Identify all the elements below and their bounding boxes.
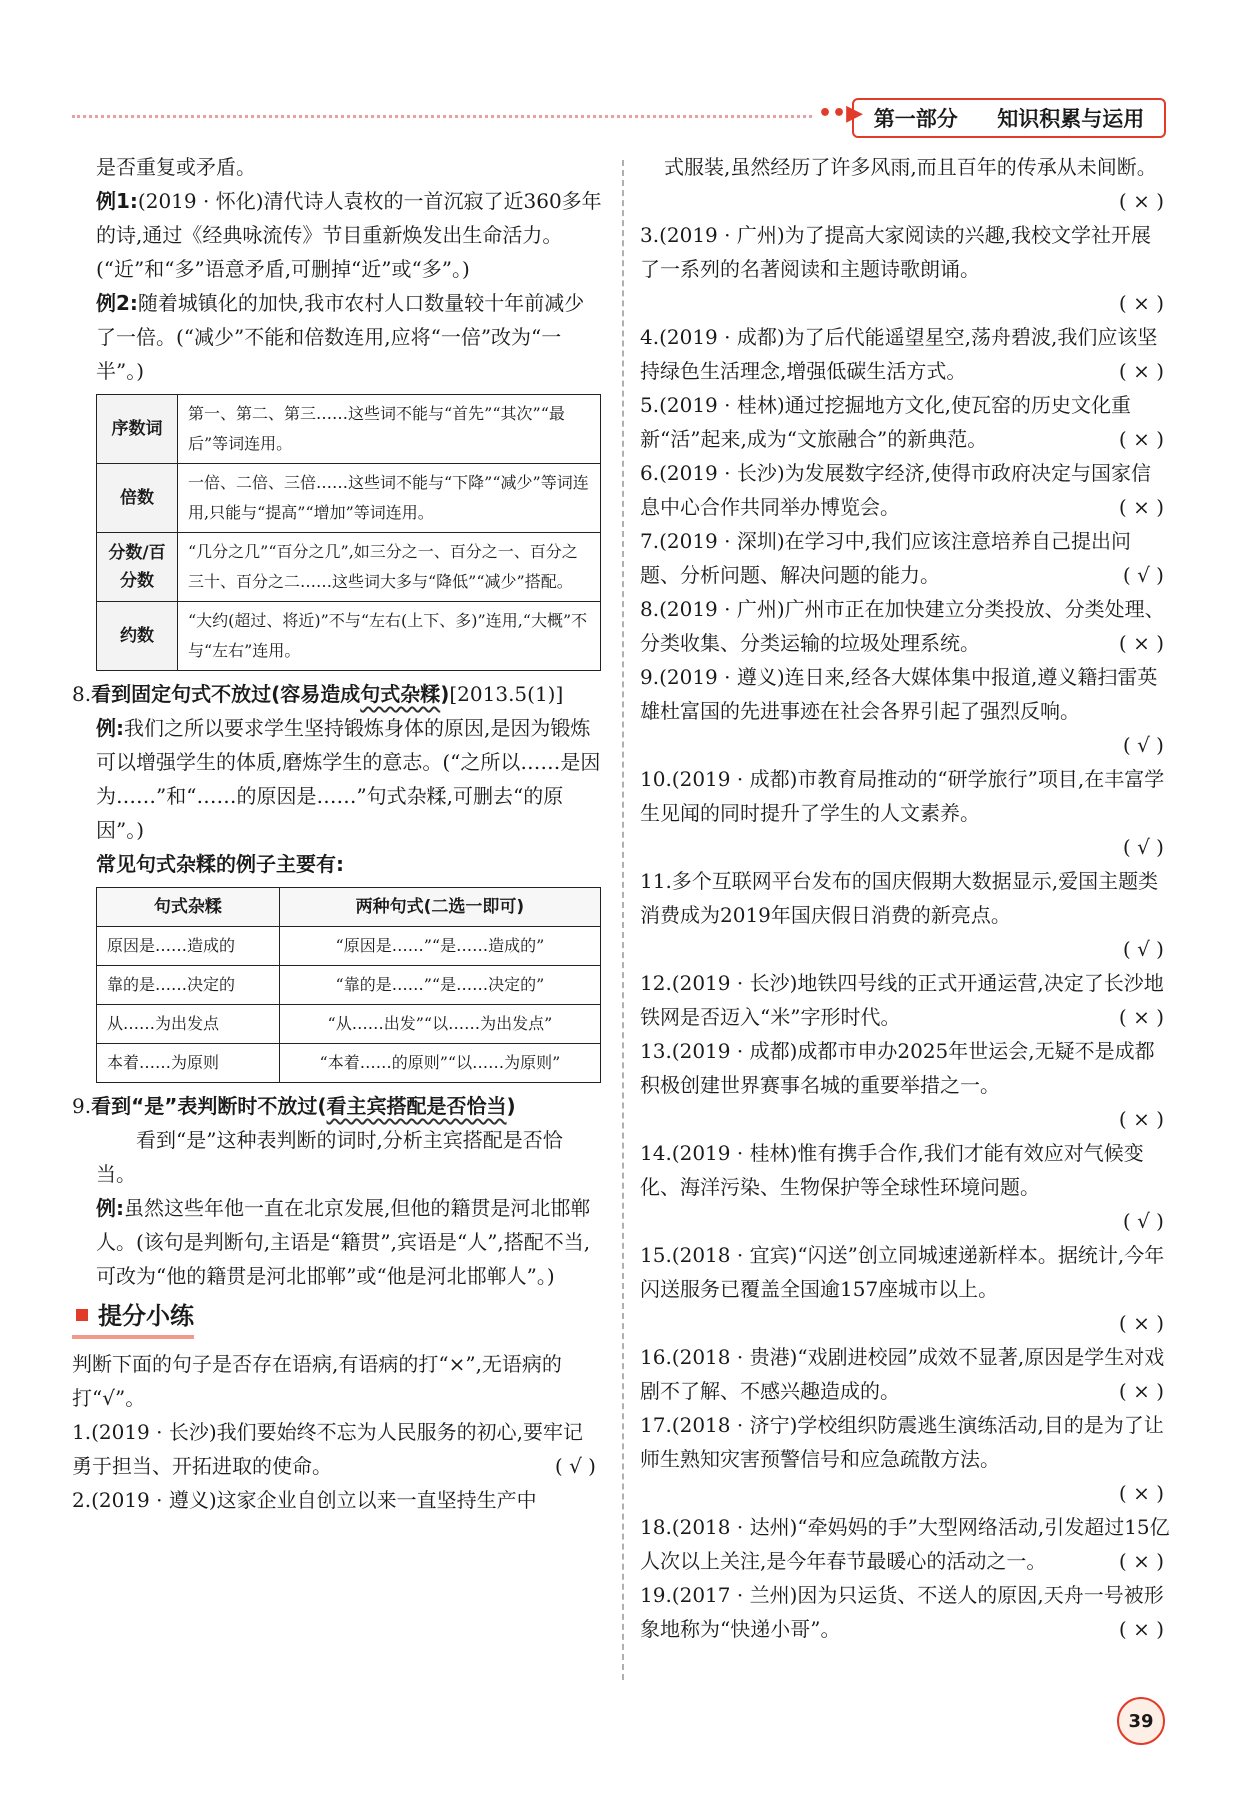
answer-mark: ( × ) (1118, 1311, 1164, 1335)
common-examples-title: 常见句式杂糅的例子主要有: (96, 852, 344, 876)
question-text: 8.(2019 · 广州)广州市正在加快建立分类投放、分类处理、分类收集、分类运输的垃圾处理系统。 (640, 597, 1165, 655)
question-12 (640, 966, 1170, 1034)
table-cell-desc: “大约(超过、将近)”不与“左右(上下、多)”连用,“大概”不与“左右”连用。 (178, 602, 601, 671)
question-8 (640, 592, 1170, 660)
table-cell: “从……出发”“以……为出发点” (279, 1005, 600, 1044)
table-row (97, 395, 601, 464)
section-marker-icon (76, 1309, 88, 1321)
header-part: 第一部分 (873, 107, 958, 131)
answer-mark: ( × ) (1118, 291, 1164, 315)
table-cell-category: 约数 (97, 602, 178, 671)
header-dotted-rule (72, 115, 812, 118)
page-number: 39 (1117, 1697, 1165, 1745)
table-cell: 从……为出发点 (97, 1005, 280, 1044)
table-row (97, 1005, 601, 1044)
column-divider (622, 160, 624, 1680)
question-text: 4.(2019 · 成都)为了后代能遥望星空,荡舟碧波,我们应该坚持绿色生活理念,增强低碳生活方式。 (640, 325, 1158, 383)
point-title: 看到固定句式不放过(容易造成 (91, 682, 361, 706)
question-14: 14.(2019 · 桂林)惟有携手合作,我们才能有效应对气候变化、海洋污染、生物保护等全球性环境问题。 (640, 1141, 1144, 1199)
example-text: 随着城镇化的加快,我市农村人口数量较十年前减少了一倍。(“减少”不能和倍数连用,应将“一倍”改为“一半”。) (96, 291, 585, 383)
table-cell: “本着……的原则”“以……为原则” (279, 1044, 600, 1083)
table-cell: 原因是……造成的 (97, 927, 280, 966)
question-text: 6.(2019 · 长沙)为发展数字经济,使得市政府决定与国家信息中心合作共同举办博览会。 (640, 461, 1152, 519)
answer-mark: ( × ) (1118, 1481, 1164, 1505)
line-1: 是否重复或矛盾。 (96, 155, 256, 179)
number-words-table (96, 394, 601, 671)
example-text: (2019 · 怀化)清代诗人袁枚的一首沉寂了近360多年的诗,通过《经典咏流传》节目重新焕发出生命活力。(“近”和“多”语意矛盾,可删掉“近”或“多”。) (96, 189, 602, 281)
point-number: 9. (72, 1094, 92, 1118)
question-text: 5.(2019 · 桂林)通过挖掘地方文化,使瓦窑的历史文化重新“活”起来,成为“文旅融合”的新典范。 (640, 393, 1132, 451)
header-title: 知识积累与运用 (997, 107, 1145, 131)
point-9-heading (72, 1089, 602, 1123)
question-13: 13.(2019 · 成都)成都市申办2025年世运会,无疑不是成都积极创建世界赛事名城的重要举措之一。 (640, 1039, 1155, 1097)
question-3: 3.(2019 · 广州)为了提高大家阅读的兴趣,我校文学社开展了一系列的名著阅读和主题诗歌朗诵。 (640, 223, 1152, 281)
table-cell: “靠的是……”“是……决定的” (279, 966, 600, 1005)
mixed-sentence-table (96, 887, 601, 1083)
point-title: ) (440, 682, 450, 706)
point-title-emphasis: 句式杂糅 (360, 682, 441, 706)
left-column (72, 150, 602, 1517)
question-text: 7.(2019 · 深圳)在学习中,我们应该注意培养自己提出问题、分析问题、解决问题的能力。 (640, 529, 1132, 587)
question-text: 19.(2017 · 兰州)因为只运货、不送人的原因,天舟一号被形象地称为“快递小哥”。 (640, 1583, 1164, 1641)
table-cell-desc: “几分之几”“百分之几”,如三分之一、百分之一、百分之三十、百分之二……这些词大多与“降低”“减少”搭配。 (178, 533, 601, 602)
point-title: ) (506, 1094, 516, 1118)
example-4 (72, 1191, 602, 1293)
question-text: 18.(2018 · 达州)“牵妈妈的手”大型网络活动,引发超过15亿人次以上关注,是今年春节最暖心的活动之一。 (640, 1515, 1170, 1573)
example-2 (72, 286, 602, 388)
answer-mark: ( × ) (1118, 1107, 1164, 1131)
table-row (97, 602, 601, 671)
question-10: 10.(2019 · 成都)市教育局推动的“研学旅行”项目,在丰富学生见闻的同时提升了学生的人文素养。 (640, 767, 1165, 825)
question-17: 17.(2018 · 济宁)学校组织防震逃生演练活动,目的是为了让师生熟知灾害预警信号和应急疏散方法。 (640, 1413, 1164, 1471)
point-title: 看到“是”表判断时不放过( (91, 1094, 327, 1118)
question-16 (640, 1340, 1170, 1408)
table-cell-category: 倍数 (97, 464, 178, 533)
table-cell: 靠的是……决定的 (97, 966, 280, 1005)
question-7 (640, 524, 1170, 592)
table-row (97, 927, 601, 966)
question-text: 16.(2018 · 贵港)“戏剧进校园”成效不显著,原因是学生对戏剧不了解、不感兴趣造成的。 (640, 1345, 1165, 1403)
table-row (97, 966, 601, 1005)
question-6 (640, 456, 1170, 524)
question-18 (640, 1510, 1170, 1578)
table-header: 句式杂糅 (97, 888, 280, 927)
question-text: 12.(2019 · 长沙)地铁四号线的正式开通运营,决定了长沙地铁网是否迈入“米”字形时代。 (640, 971, 1164, 1029)
answer-mark: ( √ ) (1122, 733, 1164, 757)
example-label: 例: (96, 716, 124, 740)
question-text: 1.(2019 · 长沙)我们要始终不忘为人民服务的初心,要牢记勇于担当、开拓进取的使命。 (72, 1420, 584, 1478)
table-cell-category: 分数/百分数 (97, 533, 178, 602)
exam-reference: [2013.5(1)] (449, 682, 564, 706)
question-1 (72, 1415, 602, 1483)
answer-mark: ( √ ) (1122, 1209, 1164, 1233)
answer-mark: ( √ ) (1122, 835, 1164, 859)
table-cell: “原因是……”“是……造成的” (279, 927, 600, 966)
question-5 (640, 388, 1170, 456)
question-11: 11.多个互联网平台发布的国庆假期大数据显示,爱国主题类消费成为2019年国庆假日消费的新亮点。 (640, 869, 1159, 927)
practice-section-title (72, 1299, 194, 1339)
example-text: 虽然这些年他一直在北京发展,但他的籍贯是河北邯郸人。(该句是判断句,主语是“籍贯”,宾语是“人”,搭配不当,可改为“他的籍贯是河北邯郸”或“他是河北邯郸人”。) (96, 1196, 591, 1288)
answer-mark: ( × ) (1118, 631, 1164, 655)
answer-mark: ( √ ) (554, 1454, 596, 1478)
point-number: 8. (72, 682, 92, 706)
question-9: 9.(2019 · 遵义)连日来,经各大媒体集中报道,遵义籍扫雷英雄杜富国的先进事迹在社会各界引起了强烈反响。 (640, 665, 1158, 723)
question-4 (640, 320, 1170, 388)
point-9-text: 看到“是”这种表判断的词时,分析主宾搭配是否恰当。 (96, 1128, 563, 1186)
table-cell-category: 序数词 (97, 395, 178, 464)
answer-mark: ( × ) (1118, 1549, 1164, 1573)
answer-mark: ( × ) (1118, 495, 1164, 519)
table-row (97, 464, 601, 533)
question-2-continued: 式服装,虽然经历了许多风雨,而且百年的传承从未间断。 (664, 155, 1157, 179)
answer-mark: ( × ) (1118, 1379, 1164, 1403)
question-15: 15.(2018 · 宜宾)“闪送”创立同城速递新样本。据统计,今年闪送服务已覆盖全国逾157座城市以上。 (640, 1243, 1165, 1301)
table-header: 两种句式(二选一即可) (279, 888, 600, 927)
table-cell: 本着……为原则 (97, 1044, 280, 1083)
example-1 (72, 184, 602, 286)
example-label: 例1: (96, 189, 138, 213)
table-row (97, 533, 601, 602)
answer-mark: ( × ) (1118, 359, 1164, 383)
section-header (852, 98, 1166, 138)
table-header-row (97, 888, 601, 927)
table-cell-desc: 一倍、二倍、三倍……这些词不能与“下降”“减少”等词连用,只能与“提高”“增加”等词连用。 (178, 464, 601, 533)
answer-mark: ( √ ) (1122, 563, 1164, 587)
example-label: 例: (96, 1196, 124, 1220)
point-title-emphasis: 看主宾搭配是否恰当 (326, 1094, 507, 1118)
section-title-text: 提分小练 (98, 1302, 194, 1330)
question-19 (640, 1578, 1170, 1646)
example-label: 例2: (96, 291, 138, 315)
answer-mark: ( √ ) (1122, 937, 1164, 961)
table-row (97, 1044, 601, 1083)
table-cell-desc: 第一、第二、第三……这些词不能与“首先”“其次”“最后”等词连用。 (178, 395, 601, 464)
instructions: 判断下面的句子是否存在语病,有语病的打“×”,无语病的打“√”。 (72, 1352, 562, 1410)
answer-mark: ( × ) (1118, 1005, 1164, 1029)
header-arrow-icon: ••▶ (818, 101, 864, 126)
question-2: 2.(2019 · 遵义)这家企业自创立以来一直坚持生产中 (72, 1488, 537, 1512)
example-text: 我们之所以要求学生坚持锻炼身体的原因,是因为锻炼可以增强学生的体质,磨炼学生的意志。(“之所以……是因为……”和“……的原因是……”句式杂糅,可删去“的原因”。) (96, 716, 601, 842)
answer-mark: ( × ) (1118, 1617, 1164, 1641)
right-column (640, 150, 1170, 1646)
example-3 (72, 711, 602, 847)
point-8-heading (72, 677, 602, 711)
answer-mark: ( × ) (1118, 427, 1164, 451)
answer-mark: ( × ) (1118, 189, 1164, 213)
